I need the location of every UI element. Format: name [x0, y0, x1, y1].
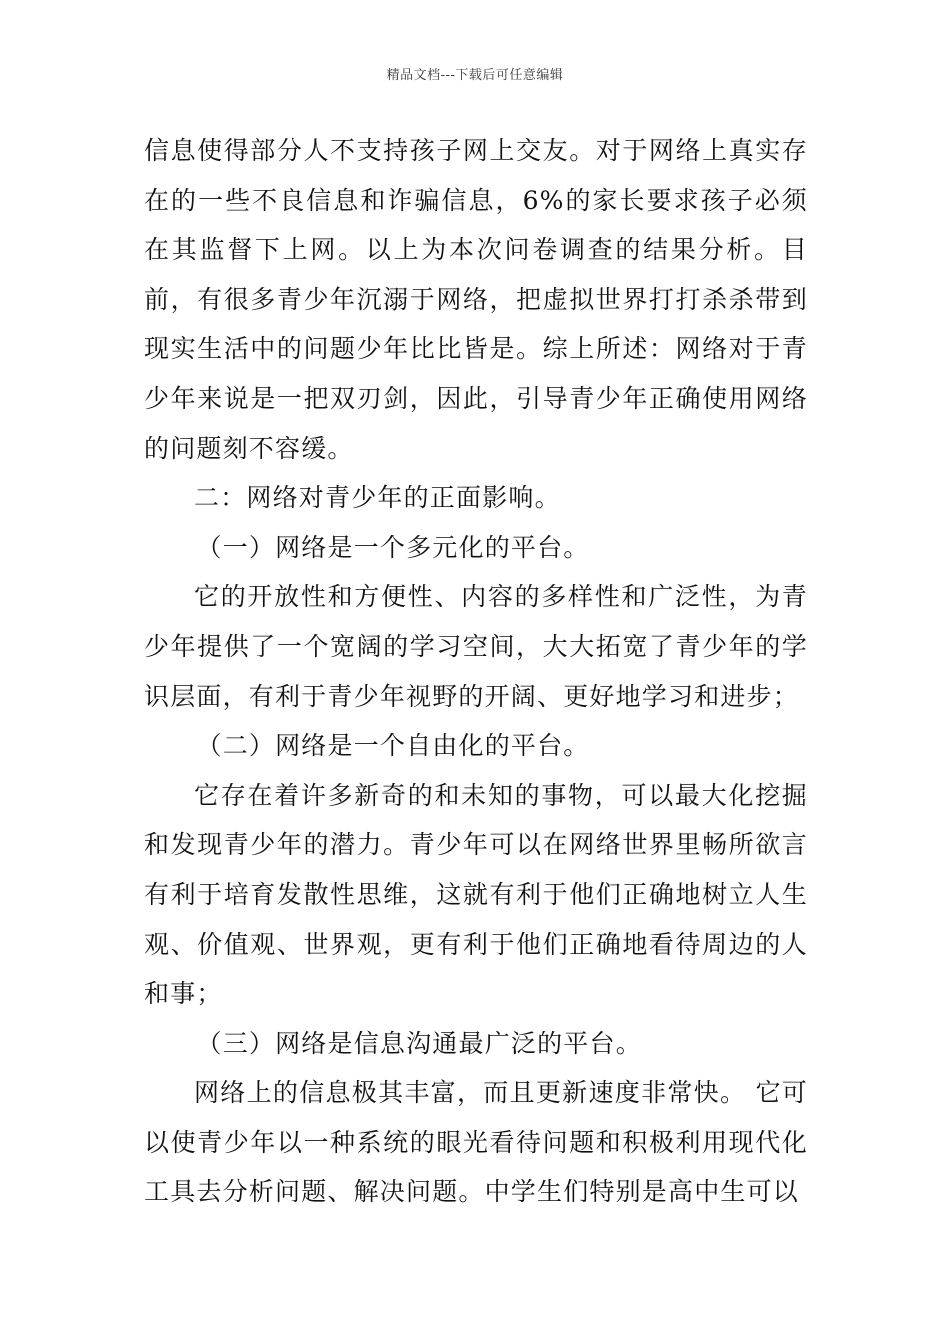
paragraph-2: 它存在着许多新奇的和未知的事物，可以最大化挖掘和发现青少年的潜力。青少年可以在网络世界里畅所欲言有利于培育发散性思维，这就有利于他们正确地树立人生观、价值观、世界观，更有利于他们正确地看待周边的人和事； — [144, 780, 808, 1009]
subheading-3: （三）网络是信息沟通最广泛的平台。 — [196, 1028, 642, 1058]
subheading-2: （二）网络是一个自由化的平台。 — [196, 731, 590, 761]
subheading-1: （一）网络是一个多元化的平台。 — [196, 532, 590, 562]
document-body — [144, 126, 808, 1217]
page-header: 精品文档---下载后可任意编辑 — [386, 68, 564, 83]
paragraph-3: 网络上的信息极其丰富，而且更新速度非常快。 它可以使青少年以一种系统的眼光看待问题和积极利用现代化工具去分析问题、解决问题。中学生们特别是高中生可以 — [144, 1078, 808, 1207]
paragraph-1: 它的开放性和方便性、内容的多样性和广泛性，为青少年提供了一个宽阔的学习空间，大大拓宽了青少年的学识层面，有利于青少年视野的开阔、更好地学习和进步； — [144, 582, 808, 711]
paragraph-intro: 信息使得部分人不支持孩子网上交友。对于网络上真实存在的一些不良信息和诈骗信息，6%的家长要求孩子必须在其监督下上网。以上为本次问卷调查的结果分析。目前，有很多青少年沉溺于网络，把虚拟世界打打杀杀带到现实生活中的问题少年比比皆是。综上所述：网络对于青少年来说是一把双刃剑，因此，引导青少年正确使用网络的问题刻不容缓。 — [144, 136, 808, 463]
section-heading: 二：网络对青少年的正面影响。 — [194, 483, 561, 513]
